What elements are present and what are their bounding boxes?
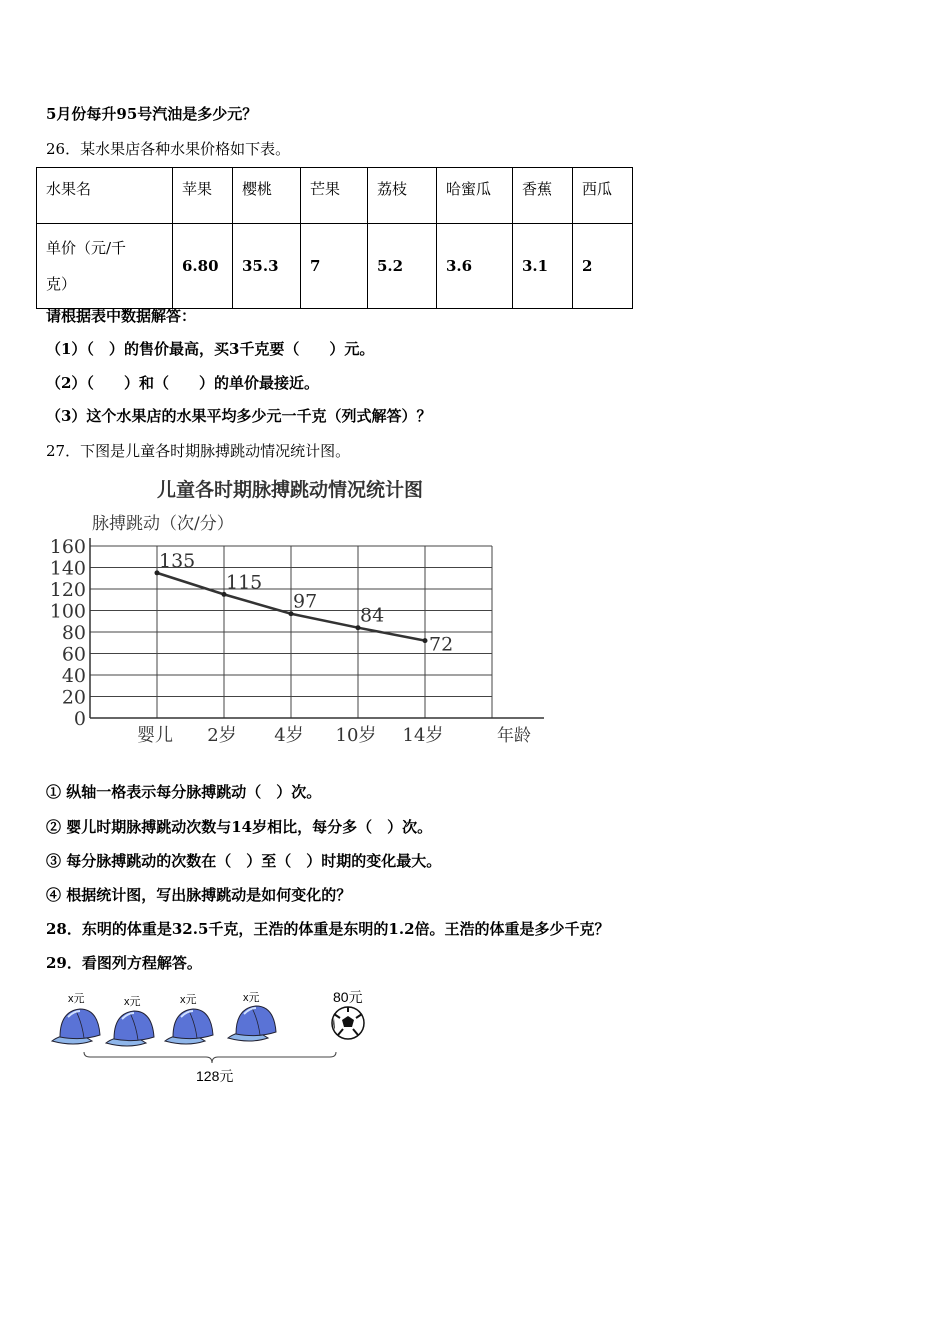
q27-sub2: ② 婴儿时期脉搏跳动次数与14岁相比，每分多（ ）次。: [46, 818, 433, 836]
table-cell: 6.80: [173, 224, 233, 309]
y-tick-label: 80: [61, 622, 86, 644]
y-tick-label: 20: [61, 686, 86, 709]
q26-title: 26．某水果店各种水果价格如下表。: [46, 140, 291, 158]
y-tick-label: 140: [49, 557, 86, 580]
data-label: 135: [159, 549, 196, 572]
x-tick-label: 14岁: [402, 725, 444, 746]
table-cell: 香蕉: [513, 168, 573, 224]
q29-title: 29．看图列方程解答。: [46, 954, 202, 972]
x-tick-label: 10岁: [335, 725, 377, 746]
cap-icon: [52, 1009, 100, 1044]
table-cell: 苹果: [173, 168, 233, 224]
table-cell: 35.3: [233, 224, 301, 309]
table-row: [37, 224, 633, 309]
chart-title: 儿童各时期脉搏跳动情况统计图: [156, 479, 424, 501]
y-tick-label: 60: [61, 643, 86, 666]
q26-instruction: 请根据表中数据解答：: [46, 307, 197, 325]
q27-sub1: ① 纵轴一格表示每分脉搏跳动（ ）次。: [46, 783, 322, 801]
y-tick-label: 100: [49, 600, 86, 623]
chart-x-axis-label: 年龄: [497, 726, 531, 746]
cap-icon: [228, 1006, 276, 1041]
table-cell: 哈蜜瓜: [437, 168, 513, 224]
data-label: 72: [429, 633, 454, 656]
q28-text: 28．东明的体重是32.5千克，王浩的体重是东明的1.2倍。王浩的体重是多少千克？: [46, 920, 610, 938]
table-cell: 5.2: [368, 224, 437, 309]
q26-sub1: （1）（ ）的售价最高，买3千克要（ ）元。: [46, 340, 375, 358]
table-cell: 水果名: [37, 168, 173, 224]
q26-sub3: （3）这个水果店的水果平均多少元一千克（列式解答）？: [46, 407, 432, 425]
price-header-label: 单价（元/千克）: [46, 239, 127, 293]
cap-icon: [165, 1009, 213, 1044]
table-cell: 3.1: [513, 224, 573, 309]
cap-price-label: x元: [180, 994, 197, 1006]
table-cell: 樱桃: [233, 168, 301, 224]
data-label: 84: [360, 604, 385, 627]
table-cell: 荔枝: [368, 168, 437, 224]
data-label: 115: [226, 571, 263, 594]
pulse-line-chart: [40, 470, 560, 760]
table-cell: 7: [301, 224, 368, 309]
cap-price-label: x元: [68, 993, 85, 1005]
table-cell: 西瓜: [573, 168, 633, 224]
cap-price-label: x元: [124, 996, 141, 1008]
total-brace: [84, 1052, 336, 1063]
table-cell: 2: [573, 224, 633, 309]
cap-price-label: x元: [243, 992, 260, 1004]
data-point: [423, 638, 428, 643]
y-tick-label: 120: [49, 579, 86, 601]
total-price-label: 128元: [196, 1068, 234, 1084]
soccer-ball-icon: [332, 1007, 364, 1039]
table-cell: 芒果: [301, 168, 368, 224]
data-label: 97: [293, 590, 318, 613]
q27-sub4: ④ 根据统计图，写出脉搏跳动是如何变化的？: [46, 886, 352, 904]
x-tick-label: 2岁: [207, 725, 237, 746]
x-tick-label: 4岁: [274, 725, 304, 746]
q25-tail: 5月份每升95号汽油是多少元？: [46, 105, 258, 123]
y-tick-label: 160: [49, 536, 86, 558]
cap-icon: [106, 1011, 154, 1046]
table-row: [37, 168, 633, 224]
q27-title: 27．下图是儿童各时期脉搏跳动情况统计图。: [46, 442, 351, 460]
table-cell: 3.6: [437, 224, 513, 309]
table-cell: [37, 224, 173, 309]
y-tick-label: 0: [73, 708, 86, 730]
y-tick-label: 40: [61, 665, 86, 687]
fruit-price-table: [36, 167, 633, 309]
chart-y-axis-label: 脉搏跳动（次/分）: [92, 514, 234, 534]
ball-price-label: 80元: [333, 989, 363, 1005]
q26-sub2: （2）（ ）和（ ）的单价最接近。: [46, 374, 319, 392]
x-tick-label: 婴儿: [137, 725, 173, 746]
q27-sub3: ③ 每分脉搏跳动的次数在（ ）至（ ）时期的变化最大。: [46, 852, 442, 870]
